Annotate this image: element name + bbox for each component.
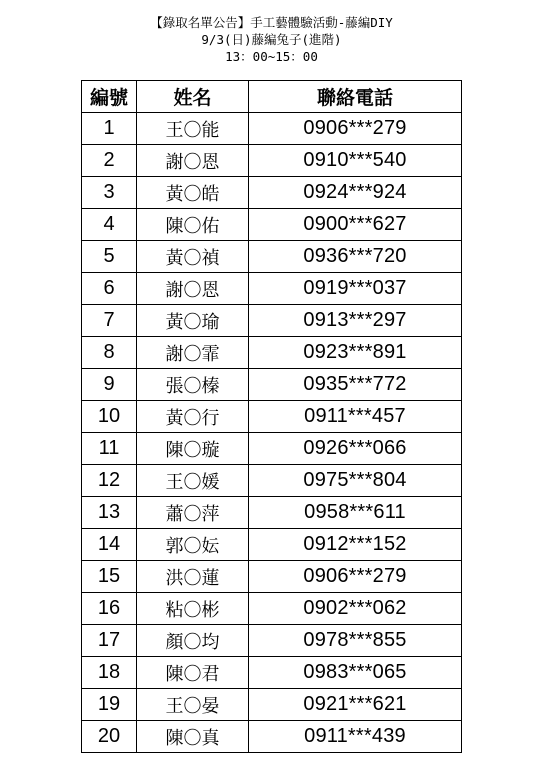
row-name: 蕭〇萍 [137,497,249,529]
admission-list-table [81,80,462,753]
table-row [82,529,462,561]
row-name: 黃〇皓 [137,177,249,209]
row-number: 20 [82,721,137,753]
session-time: 13：00~15：00 [225,49,318,64]
announcement-title: 【錄取名單公告】手工藝體驗活動-藤編DIY [150,15,393,30]
table-body [82,113,462,753]
announcement-header [0,14,543,65]
row-number: 17 [82,625,137,657]
row-phone: 0921***621 [249,689,462,721]
row-name: 洪〇蓮 [137,561,249,593]
table-row [82,209,462,241]
row-number: 16 [82,593,137,625]
table-row [82,145,462,177]
row-name: 黃〇瑜 [137,305,249,337]
row-phone: 0924***924 [249,177,462,209]
row-number: 15 [82,561,137,593]
row-name: 粘〇彬 [137,593,249,625]
column-header-phone: 聯絡電話 [249,81,462,113]
row-name: 顏〇均 [137,625,249,657]
row-name: 王〇媛 [137,465,249,497]
row-phone: 0935***772 [249,369,462,401]
row-phone: 0906***279 [249,561,462,593]
row-number: 14 [82,529,137,561]
table-row [82,625,462,657]
row-name: 陳〇璇 [137,433,249,465]
table-row [82,113,462,145]
table-row [82,593,462,625]
row-number: 19 [82,689,137,721]
table-header-row [82,81,462,113]
row-phone: 0911***457 [249,401,462,433]
row-name: 黃〇行 [137,401,249,433]
row-number: 2 [82,145,137,177]
session-subtitle: 9/3(日)藤編兔子(進階) [201,32,342,47]
table-row [82,465,462,497]
row-number: 18 [82,657,137,689]
row-number: 4 [82,209,137,241]
table-row [82,721,462,753]
row-name: 陳〇真 [137,721,249,753]
column-header-number: 編號 [82,81,137,113]
row-number: 6 [82,273,137,305]
table-row [82,305,462,337]
row-phone: 0926***066 [249,433,462,465]
table-row [82,337,462,369]
row-phone: 0923***891 [249,337,462,369]
row-name: 黃〇禎 [137,241,249,273]
table-row [82,369,462,401]
table-row [82,689,462,721]
row-name: 王〇晏 [137,689,249,721]
row-number: 3 [82,177,137,209]
row-number: 7 [82,305,137,337]
row-phone: 0906***279 [249,113,462,145]
row-name: 郭〇妘 [137,529,249,561]
row-number: 8 [82,337,137,369]
row-phone: 0958***611 [249,497,462,529]
row-phone: 0983***065 [249,657,462,689]
row-number: 11 [82,433,137,465]
row-name: 張〇榛 [137,369,249,401]
row-number: 13 [82,497,137,529]
row-phone: 0902***062 [249,593,462,625]
row-phone: 0978***855 [249,625,462,657]
row-number: 12 [82,465,137,497]
table-row [82,177,462,209]
row-phone: 0910***540 [249,145,462,177]
table-row [82,241,462,273]
row-phone: 0900***627 [249,209,462,241]
row-phone: 0912***152 [249,529,462,561]
row-name: 王〇能 [137,113,249,145]
row-name: 謝〇恩 [137,273,249,305]
table-row [82,497,462,529]
row-phone: 0919***037 [249,273,462,305]
row-number: 9 [82,369,137,401]
table-row [82,401,462,433]
column-header-name: 姓名 [137,81,249,113]
row-name: 謝〇恩 [137,145,249,177]
row-number: 1 [82,113,137,145]
row-number: 5 [82,241,137,273]
table-row [82,273,462,305]
row-phone: 0913***297 [249,305,462,337]
row-name: 謝〇霏 [137,337,249,369]
row-phone: 0975***804 [249,465,462,497]
row-phone: 0911***439 [249,721,462,753]
row-name: 陳〇君 [137,657,249,689]
row-number: 10 [82,401,137,433]
table-row [82,561,462,593]
row-name: 陳〇佑 [137,209,249,241]
row-phone: 0936***720 [249,241,462,273]
table-row [82,657,462,689]
table-row [82,433,462,465]
